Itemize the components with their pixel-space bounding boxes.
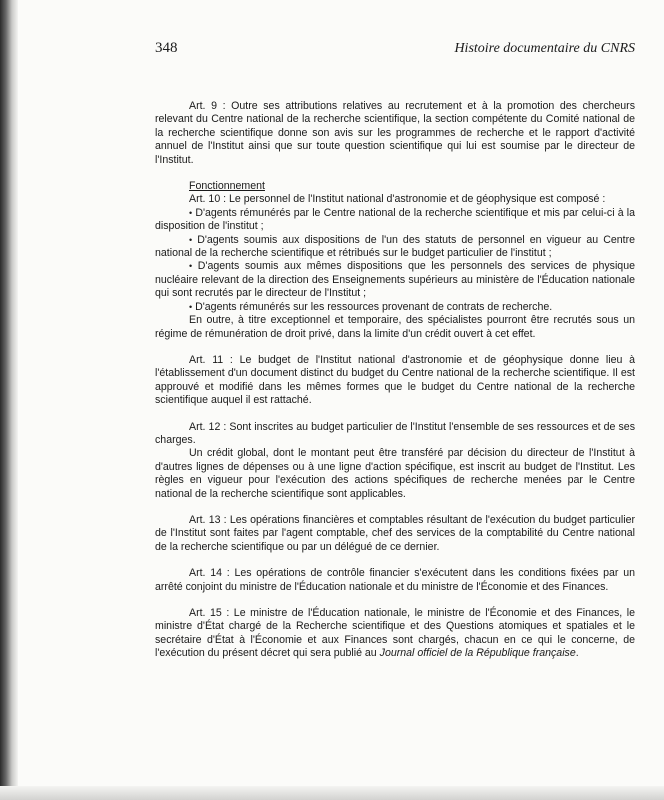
document-body	[155, 100, 635, 661]
running-title: Histoire documentaire du CNRS	[454, 41, 635, 56]
scan-bottom-edge	[0, 786, 664, 800]
article-9: Art. 9 : Outre ses attributions relatives au recrutement et à la promotion des chercheurs relevant du Centre national de la recherche scientifique, la section compétente du Comité national de la recherche scientifique donne son avis sur les programmes de recherche et le rapport d'activité annuel de l'Institut ainsi que sur toute question scientifique qui lui est soumise par le directeur de l'Institut.	[155, 100, 635, 166]
article-12-paragraph-1: Art. 12 : Sont inscrites au budget particulier de l'Institut l'ensemble de ses ressources et de ses charges.	[155, 420, 635, 446]
article-10-bullet: • D'agents soumis aux dispositions de l'un des statuts de personnel en vigueur au Centre national de la recherche scientifique et rétribués sur le budget particulier de l'institut ;	[155, 233, 635, 260]
article-12-paragraph-2: Un crédit global, dont le montant peut être transféré par décision du directeur de l'Institut à d'autres lignes de dépenses ou à une ligne d'action spécifique, est inscrit au budget de l'Institut. Les règles en vigueur pour l'exécution des actions spécifiques de recherche menées par le Centre national de la recherche scientifique sont applicables.	[155, 447, 635, 500]
bullet-icon: •	[189, 207, 193, 218]
article-14: Art. 14 : Les opérations de contrôle financier s'exécutent dans les conditions fixées par un arrêté conjoint du ministre de l'Éducation nationale et du ministre de l'Économie et des Finances.	[155, 567, 635, 593]
article-10-bullet: • D'agents rémunérés par le Centre national de la recherche scientifique et mis par celui-ci à la disposition de l'institut ;	[155, 206, 635, 233]
article-10-outro: En outre, à titre exceptionnel et temporaire, des spécialistes pourront être recrutés sous un régime de rémunération de droit privé, dans la limite d'un crédit ouvert à cet effet.	[155, 314, 635, 340]
article-15: Art. 15 : Le ministre de l'Éducation nationale, le ministre de l'Économie et des Finances, le ministre d'État chargé de la Recherche scientifique et des Questions atomiques et spatiales et le secrétaire d'État à l'Économie et aux Finances sont chargés, chacun en ce qui le concerne, de l'exécution du présent décret qui sera publié au Journal officiel de la République française.	[155, 607, 635, 660]
article-11: Art. 11 : Le budget de l'Institut national d'astronomie et de géophysique donne lieu à l'établissement d'un document distinct du budget du Centre national de la recherche scientifique. Il est approuvé et modifié dans les mêmes formes que le budget du Centre national de la recherche scientifique auquel il est rattaché.	[155, 353, 635, 407]
section-heading-fonctionnement: Fonctionnement	[189, 180, 265, 193]
bullet-icon: •	[189, 301, 193, 312]
page-number: 348	[155, 40, 178, 56]
bullet-icon: •	[189, 234, 193, 245]
scan-binding-shadow	[0, 0, 18, 800]
article-10-bullet: • D'agents rémunérés sur les ressources provenant de contrats de recherche.	[189, 300, 553, 313]
article-13: Art. 13 : Les opérations financières et comptables résultant de l'exécution du budget particulier de l'Institut sont faites par l'agent comptable, chef des services de la comptabilité du Centre national de la recherche scientifique ou par un délégué de ce dernier.	[155, 513, 635, 553]
article-10-bullet: • D'agents soumis aux mêmes dispositions que les personnels des services de physique nucléaire relevant de la direction des Enseignements supérieurs au ministère de l'Éducation nationale qui sont recrutés par le directeur de l'Institut ;	[155, 260, 635, 300]
bullet-icon: •	[189, 261, 193, 272]
page-header	[155, 40, 635, 57]
journal-officiel-title: Journal officiel de la République française	[379, 647, 576, 660]
article-10-intro: Art. 10 : Le personnel de l'Institut national d'astronomie et de géophysique est composé :	[189, 193, 606, 206]
